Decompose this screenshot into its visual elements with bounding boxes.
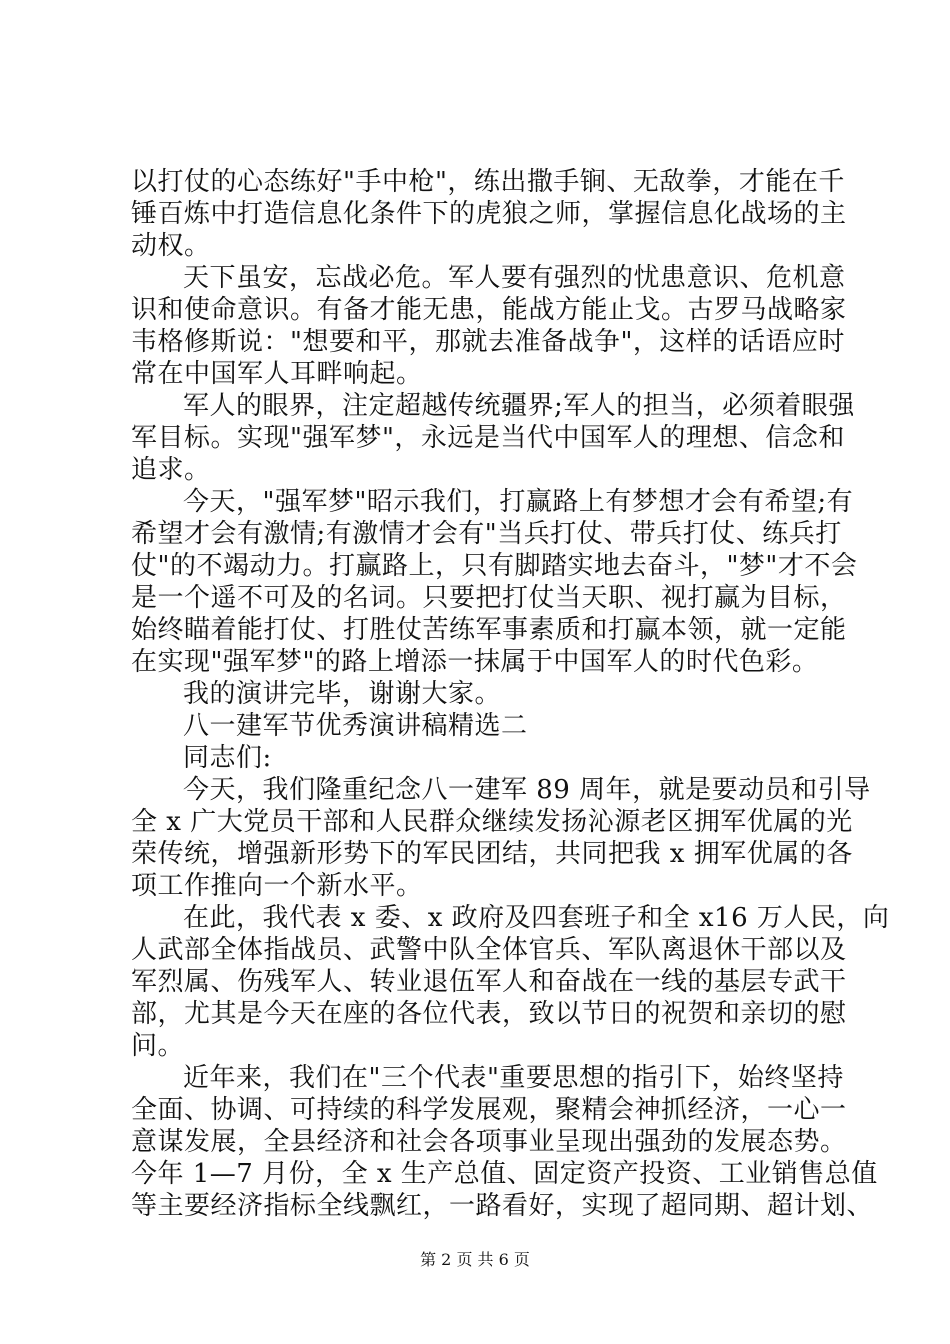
text-line: 同志们: <box>183 743 272 773</box>
text-line: 动权。 <box>131 231 211 261</box>
text-line: 始终瞄着能打仗、打胜仗苦练军事素质和打赢本领，就一定能 <box>131 615 847 645</box>
text-line: 全面、协调、可持续的科学发展观，聚精会神抓经济，一心一 <box>131 1095 847 1125</box>
text-line: 人武部全体指战员、武警中队全体官兵、军队离退休干部以及 <box>131 935 847 965</box>
text-line: 军人的眼界，注定超越传统疆界;军人的担当，必须着眼强 <box>183 391 855 421</box>
text-line: 天下虽安，忘战必危。军人要有强烈的忧患意识、危机意 <box>183 263 846 293</box>
text-line: 在此，我代表 x 委、x 政府及四套班子和全 x16 万人民，向 <box>183 903 890 933</box>
text-line: 问。 <box>131 1031 185 1061</box>
text-line: 仗"的不竭动力。打赢路上，只有脚踏实地去奋斗，"梦"才不会 <box>131 551 858 581</box>
page-footer: 第 2 页 共 6 页 <box>420 1250 530 1269</box>
text-line: 锤百炼中打造信息化条件下的虎狼之师，掌握信息化战场的主 <box>131 199 847 229</box>
text-line: 部，尤其是今天在座的各位代表，致以节日的祝贺和亲切的慰 <box>131 999 847 1029</box>
text-line: 常在中国军人耳畔响起。 <box>131 359 423 389</box>
text-line: 等主要经济指标全线飘红，一路看好，实现了超同期、超计划、 <box>131 1191 874 1221</box>
text-line: 军目标。实现"强军梦"，永远是当代中国军人的理想、信念和 <box>131 423 845 453</box>
text-line: 以打仗的心态练好"手中枪"，练出撒手锏、无敌拳，才能在千 <box>131 167 845 197</box>
text-line: 追求。 <box>131 455 211 485</box>
text-line: 识和使命意识。有备才能无患，能战方能止戈。古罗马战略家 <box>131 295 847 325</box>
text-line: 在实现"强军梦"的路上增添一抹属于中国军人的时代色彩。 <box>131 647 819 677</box>
text-line: 军烈属、伤残军人、转业退伍军人和奋战在一线的基层专武干 <box>131 967 847 997</box>
text-line: 韦格修斯说："想要和平，那就去准备战争"，这样的话语应时 <box>131 327 845 357</box>
document-body <box>131 166 890 1222</box>
text-line: 荣传统，增强新形势下的军民团结，共同把我 x 拥军优属的各 <box>131 839 853 869</box>
text-line: 八一建军节优秀演讲稿精选二 <box>183 711 528 741</box>
text-line: 希望才会有激情;有激情才会有"当兵打仗、带兵打仗、练兵打 <box>131 519 842 549</box>
text-line: 我的演讲完毕，谢谢大家。 <box>183 679 502 709</box>
text-line: 今年 1—7 月份，全 x 生产总值、固定资产投资、工业销售总值 <box>131 1159 878 1189</box>
text-line: 今天，"强军梦"昭示我们，打赢路上有梦想才会有希望;有 <box>183 487 854 517</box>
text-line: 是一个遥不可及的名词。只要把打仗当天职、视打赢为目标， <box>131 583 847 613</box>
text-line: 意谋发展，全县经济和社会各项事业呈现出强劲的发展态势。 <box>131 1127 847 1157</box>
text-line: 项工作推向一个新水平。 <box>131 871 423 901</box>
text-line: 今天，我们隆重纪念八一建军 89 周年，就是要动员和引导 <box>183 775 871 805</box>
text-line: 近年来，我们在"三个代表"重要思想的指引下，始终坚持 <box>183 1063 844 1093</box>
text-line: 全 x 广大党员干部和人民群众继续发扬沁源老区拥军优属的光 <box>131 807 853 837</box>
